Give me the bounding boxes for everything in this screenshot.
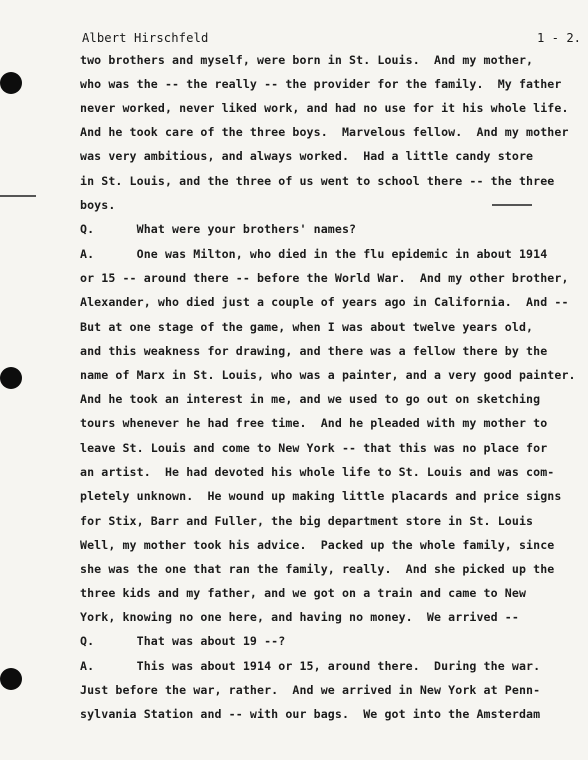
text-line: Well, my mother took his advice. Packed up the whole family, since [80,538,555,552]
text-line: Alexander, who died just a couple of years ago in California. And -- [80,295,569,309]
text-line: in St. Louis, and the three of us went to school there -- the three [80,174,555,188]
text-line: and this weakness for drawing, and there was a fellow there by the [80,344,548,358]
text-line: pletely unknown. He wound up making little placards and price signs [80,489,562,503]
text-line: Q. That was about 19 --? [80,634,286,648]
text-line: Just before the war, rather. And we arrived in New York at Penn- [80,683,541,697]
text-line: or 15 -- around there -- before the World War. And my other brother, [80,271,569,285]
text-line: A. This was about 1914 or 15, around there. During the war. [80,659,541,673]
text-line: boys. [80,198,116,212]
header-page-number: 1 - 2. [537,31,582,45]
binder-hole-bottom [0,668,22,690]
binder-hole-top [0,72,22,94]
text-line: leave St. Louis and come to New York -- that this was no place for [80,441,548,455]
text-line: three kids and my father, and we got on a train and came to New [80,586,527,600]
text-line: A. One was Milton, who died in the flu epidemic in about 1914 [80,247,548,261]
text-line: tours whenever he had free time. And he pleaded with my mother to [80,416,548,430]
text-line: But at one stage of the game, when I was about twelve years old, [80,320,534,334]
binder-hole-middle [0,367,22,389]
text-line: And he took care of the three boys. Marvelous fellow. And my mother [80,125,569,139]
text-line: she was the one that ran the family, really. And she picked up the [80,562,555,576]
text-line: name of Marx in St. Louis, who was a painter, and a very good painter. [80,368,576,382]
text-line: sylvania Station and -- with our bags. We got into the Amsterdam [80,707,541,721]
text-line: was very ambitious, and always worked. Had a little candy store [80,149,534,163]
text-line: And he took an interest in me, and we used to go out on sketching [80,392,541,406]
text-line: an artist. He had devoted his whole life to St. Louis and was com- [80,465,555,479]
text-line: never worked, never liked work, and had no use for it his whole life. [80,101,569,115]
text-line: for Stix, Barr and Fuller, the big department store in St. Louis [80,514,534,528]
header-name: Albert Hirschfeld [82,31,209,45]
scan-mark [0,195,36,197]
text-line: York, knowing no one here, and having no money. We arrived -- [80,610,519,624]
text-line: Q. What were your brothers' names? [80,222,357,236]
text-line: two brothers and myself, were born in St. Louis. And my mother, [80,53,534,67]
scan-mark [492,204,532,206]
text-line: who was the -- the really -- the provider for the family. My father [80,77,562,91]
